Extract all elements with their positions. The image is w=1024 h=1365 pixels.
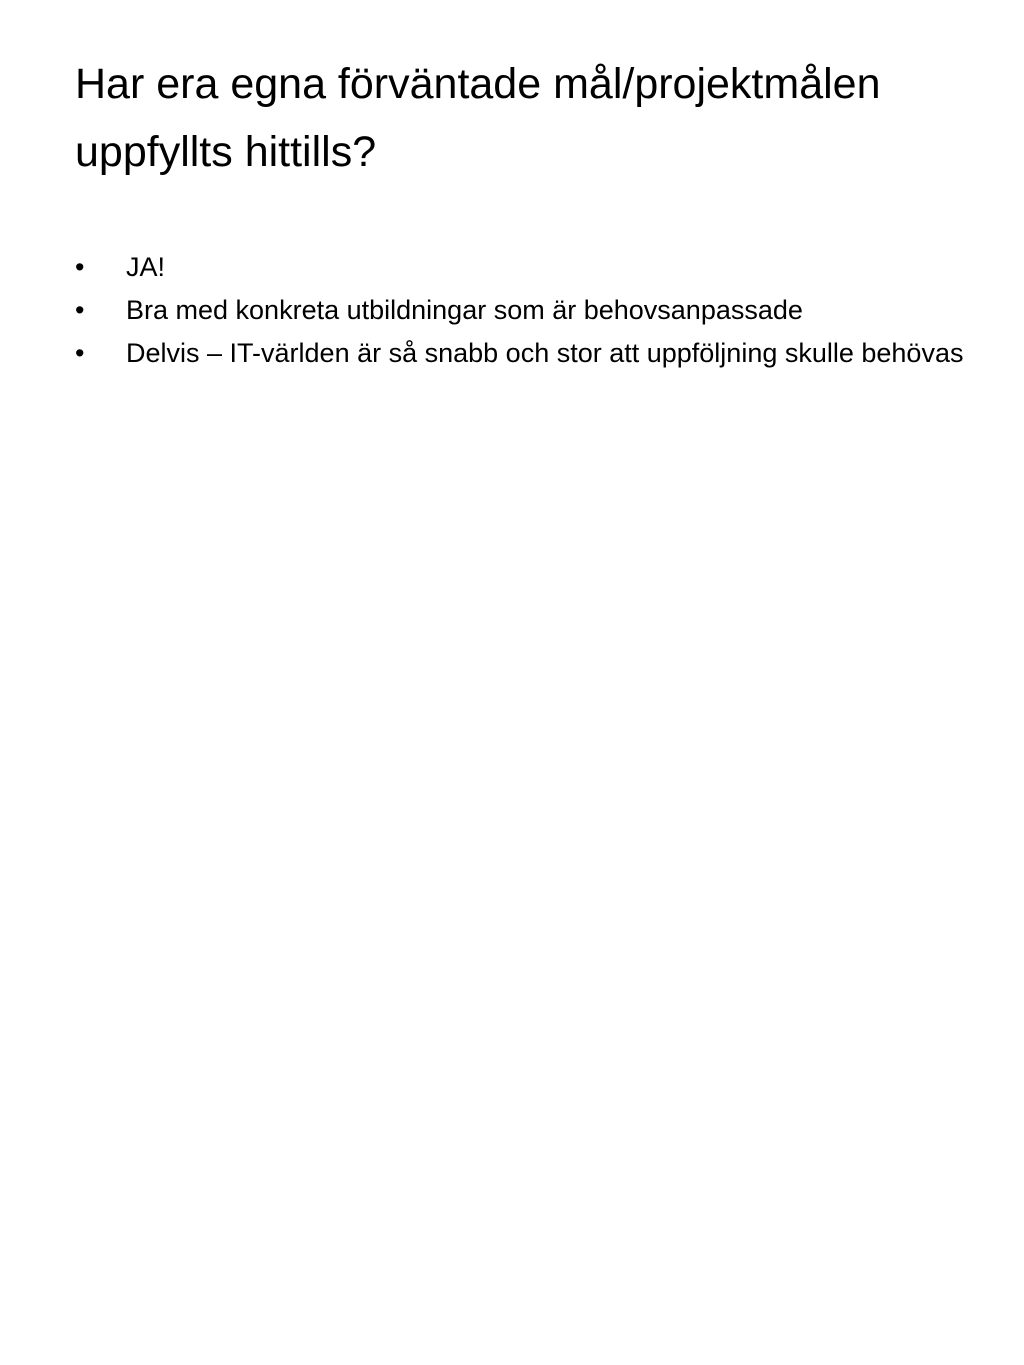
- list-item: [75, 336, 975, 371]
- bullet-text: Bra med konkreta utbildningar som är behovsanpassade: [126, 295, 803, 325]
- bullet-text: JA!: [126, 252, 166, 282]
- slide-title: Har era egna förväntade mål/projektmålen uppfyllts hittills?: [75, 60, 881, 176]
- list-item: [75, 250, 975, 285]
- bullet-icon: •: [75, 295, 85, 325]
- bullet-icon: •: [75, 338, 85, 368]
- bullet-list: [75, 250, 975, 379]
- list-item: [75, 293, 975, 328]
- bullet-icon: •: [75, 252, 85, 282]
- bullet-text: Delvis – IT-världen är så snabb och stor att uppföljning skulle behövas: [126, 338, 964, 368]
